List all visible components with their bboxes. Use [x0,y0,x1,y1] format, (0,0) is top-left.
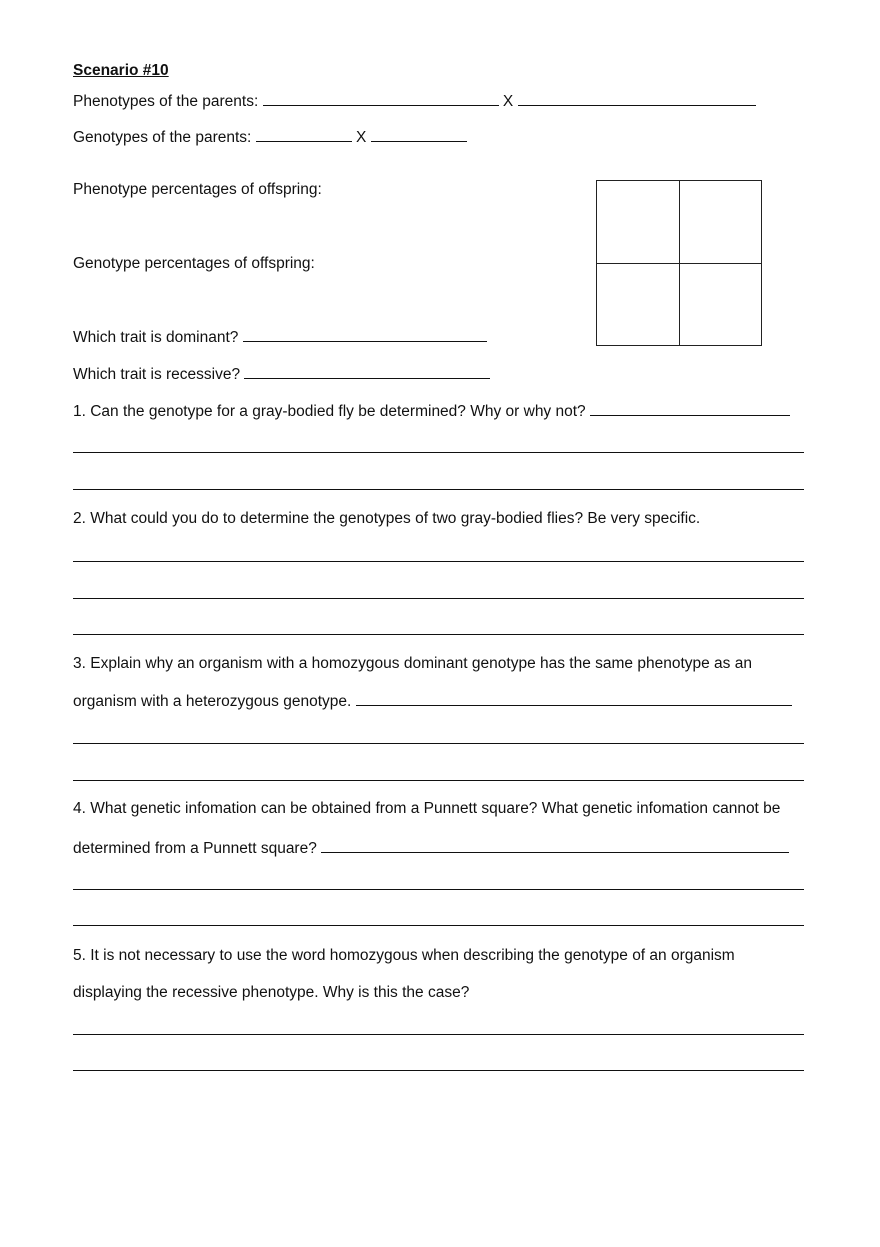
cross-symbol: X [502,93,514,110]
question-1-answer-field[interactable] [590,401,790,416]
question-4-line-2-row [73,838,789,858]
parent-genotype-1-field[interactable] [256,127,352,142]
parent-genotypes-row [73,127,467,147]
answer-line[interactable] [73,780,804,781]
answer-line[interactable] [73,489,804,490]
answer-line[interactable] [73,634,804,635]
parent-phenotypes-label: Phenotypes of the parents: [73,93,259,110]
punnett-square[interactable] [596,180,762,346]
answer-line[interactable] [73,925,804,926]
question-1 [73,401,790,421]
question-3-line-2: organism with a heterozygous genotype. [73,693,352,710]
parent-phenotypes-row [73,91,756,111]
question-1-text: 1. Can the genotype for a gray-bodied fly be determined? Why or why not? [73,403,586,420]
answer-line[interactable] [73,889,804,890]
question-3-line-1: 3. Explain why an organism with a homozygous dominant genotype has the same phenotype as an [73,655,752,672]
punnett-square-divider [597,263,761,264]
question-5-line-2: displaying the recessive phenotype. Why is this the case? [73,984,470,1001]
question-3-line-2-row [73,691,792,711]
offspring-phenotype-label: Phenotype percentages of offspring: [73,181,322,198]
offspring-genotype-label: Genotype percentages of offspring: [73,255,315,272]
parent-phenotype-1-field[interactable] [263,91,499,106]
dominant-trait-row [73,327,487,347]
answer-line[interactable] [73,598,804,599]
recessive-trait-label: Which trait is recessive? [73,366,241,383]
question-4-line-2: determined from a Punnett square? [73,840,317,857]
dominant-trait-label: Which trait is dominant? [73,329,239,346]
page-title: Scenario #10 [73,62,169,79]
answer-line[interactable] [73,1070,804,1071]
answer-line[interactable] [73,1034,804,1035]
question-4-answer-field[interactable] [321,838,789,853]
cross-symbol: X [356,129,367,146]
dominant-trait-field[interactable] [243,327,487,342]
question-4-line-1: 4. What genetic infomation can be obtained from a Punnett square? What genetic infomation cannot be [73,800,781,817]
question-3-answer-field[interactable] [356,691,792,706]
parent-phenotype-2-field[interactable] [518,91,756,106]
parent-genotype-2-field[interactable] [371,127,467,142]
recessive-trait-row [73,364,490,384]
recessive-trait-field[interactable] [244,364,490,379]
answer-line[interactable] [73,743,804,744]
question-5-line-1: 5. It is not necessary to use the word homozygous when describing the genotype of an organism [73,947,735,964]
parent-genotypes-label: Genotypes of the parents: [73,129,252,146]
answer-line[interactable] [73,452,804,453]
question-2-text: 2. What could you do to determine the genotypes of two gray-bodied flies? Be very specific. [73,510,701,527]
answer-line[interactable] [73,561,804,562]
